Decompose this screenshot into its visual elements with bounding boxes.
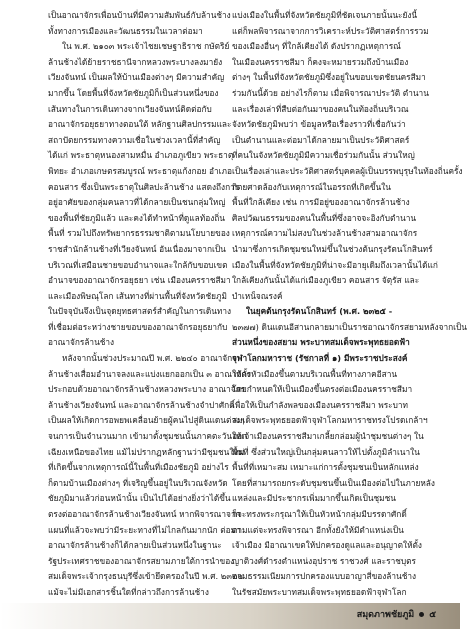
right-column-line: เป็นเรื่องเล่าและประวัติศาสตร์บุคคลผู้เป็นบรรพบุรุษในท้องถิ่นครั้ง (232, 165, 463, 176)
right-column-line: และเรื่องเล่าที่สืบต่อกันมาของคนในท้องถิ่นบริเวณ (232, 103, 409, 114)
left-column-line: อาณาจักรล้านช้างก็ได้กลายเป็นส่วนหนึ่งในฐานะ (48, 540, 222, 551)
left-column-line: รัฐประเทศราชของอาณาจักรสยามภายใต้การนำของ (48, 555, 235, 566)
left-column-line: เป็นผลให้เกิดการอพยพเคลื่อนย้ายผู้คนไปสู่ดินแดนต่างๆ (48, 415, 245, 426)
right-column-line: ตามธรรมเนียมการปกครองแบบอาญาสี่ของล้านช้าง (232, 571, 417, 582)
left-column-line: แผนที่แล้วจะพบว่ามีระยะทางที่ไม่ไกลกันมากนัก ต่อมา (48, 524, 241, 535)
right-column-line: แบ่งเมืองในพื้นที่จังหวัดชัยภูมิที่ชัดเจนภายนั้นนะยังนี้ (232, 10, 418, 20)
left-column-line: อำนาจของอาณาจักรอยุธยา เช่น เมืองนครราชสีมา (48, 275, 231, 286)
left-column-line: ที่เกิดขึ้นจากเหตุการณ์นี้ในพื้นที่เมืองชัยภูมิ อย่างไร (48, 462, 229, 473)
left-column-line: แม้จะไม่มีเอกสารชิ้นใดที่กล่าวถึงการล้านช้าง (48, 586, 209, 597)
left-column-line: อาณาจักรล้านช้าง (48, 337, 115, 348)
left-column-line: ก็ตามบ้านเมืองต่างๆ ที่เจริญขึ้นอยู่ในบริเวณจังหวัด (48, 477, 228, 488)
right-column-line: ในรัชสมัยพระบาทสมเด็จพระพุทธยอดฟ้าจุฬาโลก (232, 586, 407, 597)
left-column-line: มากขึ้น โดยพื้นที่จังหวัดชัยภูมิก็เป็นส่วนหนึ่งของ (48, 87, 219, 98)
left-column-line: อาณาจักรอยุธยาทางตอนใต้ หลักฐานศิลปกรรมและ (48, 119, 232, 130)
right-text-column (232, 8, 467, 601)
left-column-line: ตรงต่ออาณาจักรล้านช้างเวียงจันทน์ หากพิจารณาจาก (48, 509, 241, 519)
left-column-line: พิทยะ อำเภอเกษตรสมบูรณ์ พระธาตุแก้งกอย อำเภอ (48, 165, 232, 176)
right-column-line: ตามแต่จะทรงพิจารณา อีกทั้งยังให้มีตำแหน่งเป็น (232, 524, 404, 535)
right-column-line: นำมาซึ่งการเกิดชุมชนใหม่ขึ้นในช่วงต้นกรุงรัตนโกสินทร์ (232, 243, 433, 254)
right-column-line: จุฬาโลกมหาราช (รัชกาลที่ ๑) มีพระราชประสงค์ (232, 353, 408, 364)
right-column-line: ในเมืองนครราชสีมา ก็คงจะหมายรวมถึงบ้านเมือง (232, 56, 409, 67)
left-column-line: และเมืองพิษณุโลก เส้นทางที่ผ่านพื้นที่จังหวัดชัยภูมิ (48, 290, 227, 301)
left-column-line: ที่เชื่อมต่อระหว่างชายขอบของอาณาจักรอยุธยากับ (48, 321, 228, 332)
left-column-line: เวียงจันทน์ เป็นผลให้บ้านเมืองต่างๆ มีความสำคัญ (48, 72, 225, 83)
right-column-line: ในยุคต้นกรุงรัตนโกสินทร์ (พ.ศ. ๒๓๒๕ - (246, 306, 393, 317)
right-column-line: ใกล้เคียงกันนั้นได้แก่เมืองภูเขียว คอนสาร จัตุรัส และ (232, 275, 420, 286)
left-column-line: สถาปัตยกรรมทางความเชื่อในช่วงเวลานี้ที่สำคัญ (48, 134, 221, 145)
right-column-line: ของเมืองอื่นๆ ที่ใกล้เคียงได้ ดังปรากฏเหตุการณ์ (232, 41, 401, 52)
right-column-line: ก็จะทรงพระกรุณาให้เป็นหัวหน้ากลุ่มมีบรรดาศักดิ์ (232, 509, 407, 519)
right-column-line: ให้เจ้าเมืองนครราชสีมาเกลี้ยกล่อมผู้นำชุมชนต่างๆ ใน (232, 431, 424, 442)
right-column-line: โดยกำหนดให้เป็นเมืองขึ้นตรงต่อเมืองนครราชสีมา (232, 384, 413, 395)
right-column-line: เหตุการณ์ความไม่สงบในช่วงล้านช้างสามอาณาจักร (232, 228, 418, 239)
footer-book-title: สมุดภาพชัยภูมิ (356, 610, 415, 620)
left-column-line: ของพื้นที่ชัยภูมิแล้ว และคงได้ทำหน้าที่ดูแลท้องถิ่น (48, 212, 225, 223)
left-column-line: ทั้งทางการเมืองและวัฒนธรรมในเวลาต่อมา (48, 25, 203, 36)
right-column-line: ร่วมกันนี้ด้วย อย่างไรก็ตาม เมื่อพิจารณาประวัติ ตำนาน (232, 87, 429, 98)
left-column-line: สมเด็จพระเจ้ากรุงธนบุรีซึ่งเข้ายึดครองในปี พ.ศ. ๒๓๒๒ (48, 571, 243, 582)
left-column-line: เฉียงเหนือของไทย แม้ไม่ปรากฏหลักฐานว่ามีชุมชนใหม่ (48, 446, 245, 457)
page-footer (357, 607, 436, 621)
right-column-line: ศิลปวัฒนธรรมของคนในพื้นที่ซึ่งอาจจะอิงกับตำนาน (232, 212, 417, 223)
left-column-line: ประกอบด้วยอาณาจักรล้านช้างหลวงพระบาง อาณาจักร (48, 384, 246, 395)
right-column-line: ที่คนในจังหวัดชัยภูมิมีความเชื่อร่วมกันนั้น ส่วนใหญ่ (232, 150, 415, 161)
page-number: ๕ (429, 610, 436, 620)
right-column-line: เจ้าเมือง มีอาณาเขตให้ปกครองดูแลและอนุญาตให้ตั้ง (232, 540, 422, 551)
right-column-line: แต่ก็พลพิจารณาจากการวิเคราะห์ประวัติศาสตร์การรวม (232, 25, 429, 36)
right-column-line: พื้นที่ใกล้เคียง เช่น การมีอยู่ของอาณาจักรล้านช้าง (232, 197, 410, 208)
left-column-line: ชัยภูมิมาแล้วก่อนหน้านั้น เป็นไปได้อย่างยิ่งว่าได้ขึ้น (48, 493, 231, 504)
left-text-column (48, 8, 251, 601)
right-column-line: สมเด็จพระพุทธยอดฟ้าจุฬาโลกมหาราชทรงโปรดเกล้าฯ (232, 415, 428, 426)
right-column-line: ให้ตั้งหัวเมืองขึ้นตามบริเวณพื้นที่ทางภาคอีสาน (232, 368, 398, 379)
left-column-line: ล้านช้างเสื่อมอำนาจลงและแบ่งแยกออกเป็น ๓ อาณาจักร (48, 368, 251, 379)
left-column-line: ในปัจจุบันจึงเป็นจุดยุทธศาสตร์สำคัญในการเดินทาง (48, 306, 232, 317)
left-column-line: คอนสาร ซึ่งเป็นพระธาตุในศิลปะล้านช้าง แสดงถึงการ (48, 181, 240, 192)
left-column-line: บริเวณที่เสมือนชายขอบอำนาจและใกล้กับขอบเขต (48, 259, 228, 270)
right-column-line: ต่างๆ ในพื้นที่จังหวัดชัยภูมิซึ่งอยู่ในขอบเขตชัยนครสีมา (232, 72, 426, 83)
left-column-line: เส้นทางในการเดินทางจากเวียงจันทน์ติดต่อกับ (48, 103, 212, 114)
right-column-line: บำเหน็จณรงค์ (232, 290, 283, 301)
right-column-line: แหล่งและมีประชากรเพิ่มมากขึ้นเกิดเป็นชุมชน (232, 493, 396, 504)
right-column-line: จังหวัดชัยภูมิพบว่า ข้อมูลหรือเรื่องราวที่เชื่อกันว่า (232, 119, 406, 130)
left-column-line: เป็นอาณาจักรเพื่อนบ้านที่มีความสัมพันธ์กับล้านช้าง (48, 10, 231, 20)
left-column-line: ได้แก่ พระธาตุหนองสามหมื่น อำเภอภูเขียว พระธาตุ (48, 150, 234, 161)
right-column-line: พื้นที่ ซึ่งส่วนใหญ่เป็นกลุ่มคนลาวให้ไปตั้งภูมิลำเนาใน (232, 446, 420, 457)
right-column-line: โดยที่สามารถยกระดับชุมชนขึ้นเป็นเมืองต่อไปในภายหลัง (232, 477, 435, 488)
left-column-line: หลังจากนั้นช่วงประมาณปี พ.ศ. ๒๒๔๐ อาณาจักร (62, 353, 237, 364)
left-column-line: ล้านช้างได้ย้ายราชธานีจากหลวงพระบางลงมายัง (48, 56, 223, 67)
left-column-line: ราชสำนักล้านช้างที่เวียงจันทน์ อันเนื่องมาจากเป็น (48, 243, 226, 254)
right-column-line: ส่วนหนึ่งของสยาม พระบาทสมเด็จพระพุทธยอดฟ้า (232, 337, 410, 348)
right-column-line: กิตยศาดล้องกับเหตุการณ์ในอรรถที่เกิดขึ้นใน (232, 181, 391, 192)
bullet-icon (419, 612, 424, 617)
right-column-line: ๒๓๗๗) ดินแดนอีสานกลายมาเป็นราชอาณาจักรสยามหลังจากเป็น (232, 321, 467, 332)
right-column-line: เพื่อให้เป็นกำลังพลของเมืองนครราชสีมา พระบาท (232, 399, 409, 410)
right-column-line: พื้นที่ที่เหมาะสม เหมาะแก่การตั้งชุมชนเป็นหลักแหล่ง (232, 462, 419, 473)
left-column-line: พื้นที่ รวมไปถึงทรัพยากรธรรมชาติตามนโยบายของ (48, 228, 230, 239)
right-column-line: ญาติวงศ์ดำรงตำแหน่งอุปราช ราชวงศ์ และราชบุตร (232, 555, 416, 566)
left-column-line: ล้านช้างเวียงจันทน์ และอาณาจักรล้านช้างจำปาศักดิ์ (48, 399, 235, 410)
left-column-line: จนการเป็นจำนวนมาก เข้ามาตั้งชุมชนนั้นภาคตะวันออก (48, 431, 248, 442)
left-column-line: อยู่อาศัยของกลุ่มคนลาวที่ได้กลายเป็นชนกลุ่มใหญ่ (48, 197, 226, 208)
right-column-line: เมืองในพื้นที่จังหวัดชัยภูมิที่น่าจะมีอายุเดิมถึงเวลานั้นได้แก่ (232, 259, 438, 270)
left-column-line: ใน พ.ศ. ๒๑๐๓ พระเจ้าไชยเชษฐาธิราช กษัตริย์ (62, 41, 230, 52)
right-column-line: เป็นตำนานและต่อมาได้กลายมาเป็นประวัติศาสตร์ (232, 134, 410, 145)
